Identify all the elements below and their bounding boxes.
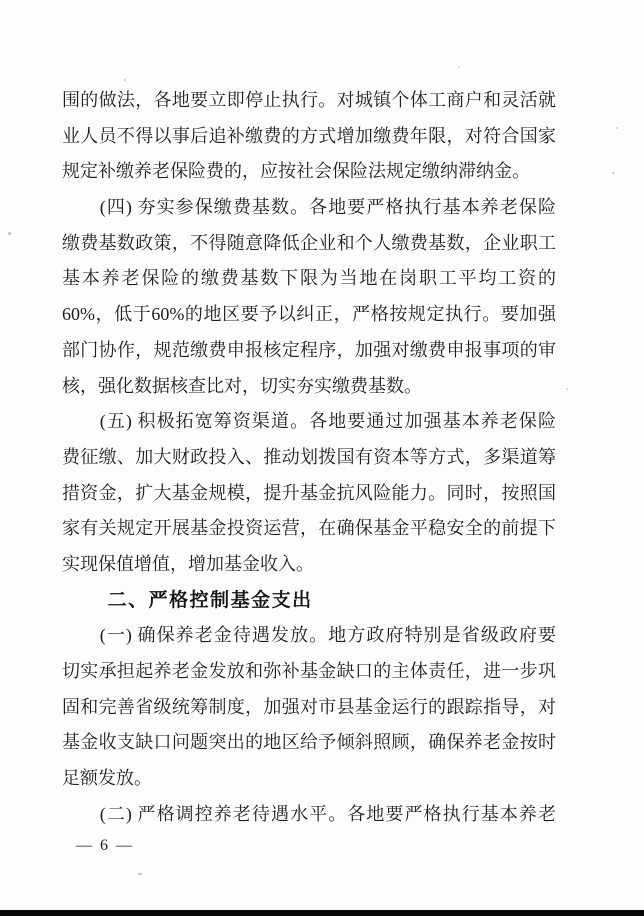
scan-speck: [612, 172, 615, 174]
scan-speck: [124, 79, 126, 81]
text-line: 实现保值增值，增加基金收入。: [62, 553, 314, 574]
scan-speck: [8, 232, 11, 235]
text-line: (二) 严格调控养老待遇水平。各地要严格执行基本养老: [99, 803, 556, 824]
text-line: (一) 确保养老金待遇发放。地方政府特别是省级政府要: [99, 625, 556, 646]
page-number: — 6 —: [76, 837, 134, 854]
text-line: 措资金，扩大基金规模，提升基金抗风险能力。同时，按照国: [62, 482, 556, 503]
scan-speck: [138, 873, 142, 875]
text-line: 费征缴、加大财政投入、推动划拨国有资本等方式，多渠道筹: [62, 446, 556, 467]
text-line: (四) 夯实参保缴费基数。各地要严格执行基本养老保险: [99, 197, 556, 218]
text-line: 固和完善省级统筹制度，加强对市县基金运行的跟踪指导，对: [62, 696, 556, 717]
document-body-text: [62, 83, 556, 832]
text-line: 足额发放。: [62, 768, 152, 789]
text-line: 围的做法，各地要立即停止执行。对城镇个体工商户和灵活就: [62, 90, 556, 110]
text-line: 部门协作，规范缴费申报核定程序，加强对缴费申报事项的审: [62, 339, 556, 360]
text-line: 家有关规定开展基金投资运营，在确保基金平稳安全的前提下: [62, 518, 556, 539]
scan-edge-bottom: [0, 910, 644, 916]
text-line: (五) 积极拓宽筹资渠道。各地要通过加强基本养老保险: [99, 411, 556, 432]
scan-speck: [616, 127, 618, 129]
text-line: 基金收支缺口问题突出的地区给予倾斜照顾，确保养老金按时: [62, 732, 556, 753]
text-line: 核，强化数据核查比对，切实夯实缴费基数。: [62, 375, 422, 396]
scan-speck: [566, 388, 568, 390]
text-line: 业人员不得以事后追补缴费的方式增加缴费年限，对符合国家: [62, 125, 556, 146]
text-line: 60%，低于60%的地区要予以纠正，严格按规定执行。要加强: [62, 304, 556, 325]
text-line: 缴费基数政策，不得随意降低企业和个人缴费基数，企业职工: [62, 232, 556, 253]
scan-speck: [458, 66, 460, 68]
text-line: 切实承担起养老金发放和弥补基金缺口的主体责任，进一步巩: [62, 661, 556, 681]
text-line: 基本养老保险的缴费基数下限为当地在岗职工平均工资的: [62, 268, 556, 289]
text-line: 二、严格控制基金支出: [107, 589, 313, 611]
text-line: 规定补缴养老保险费的，应按社会保险法规定缴纳滞纳金。: [62, 161, 530, 182]
